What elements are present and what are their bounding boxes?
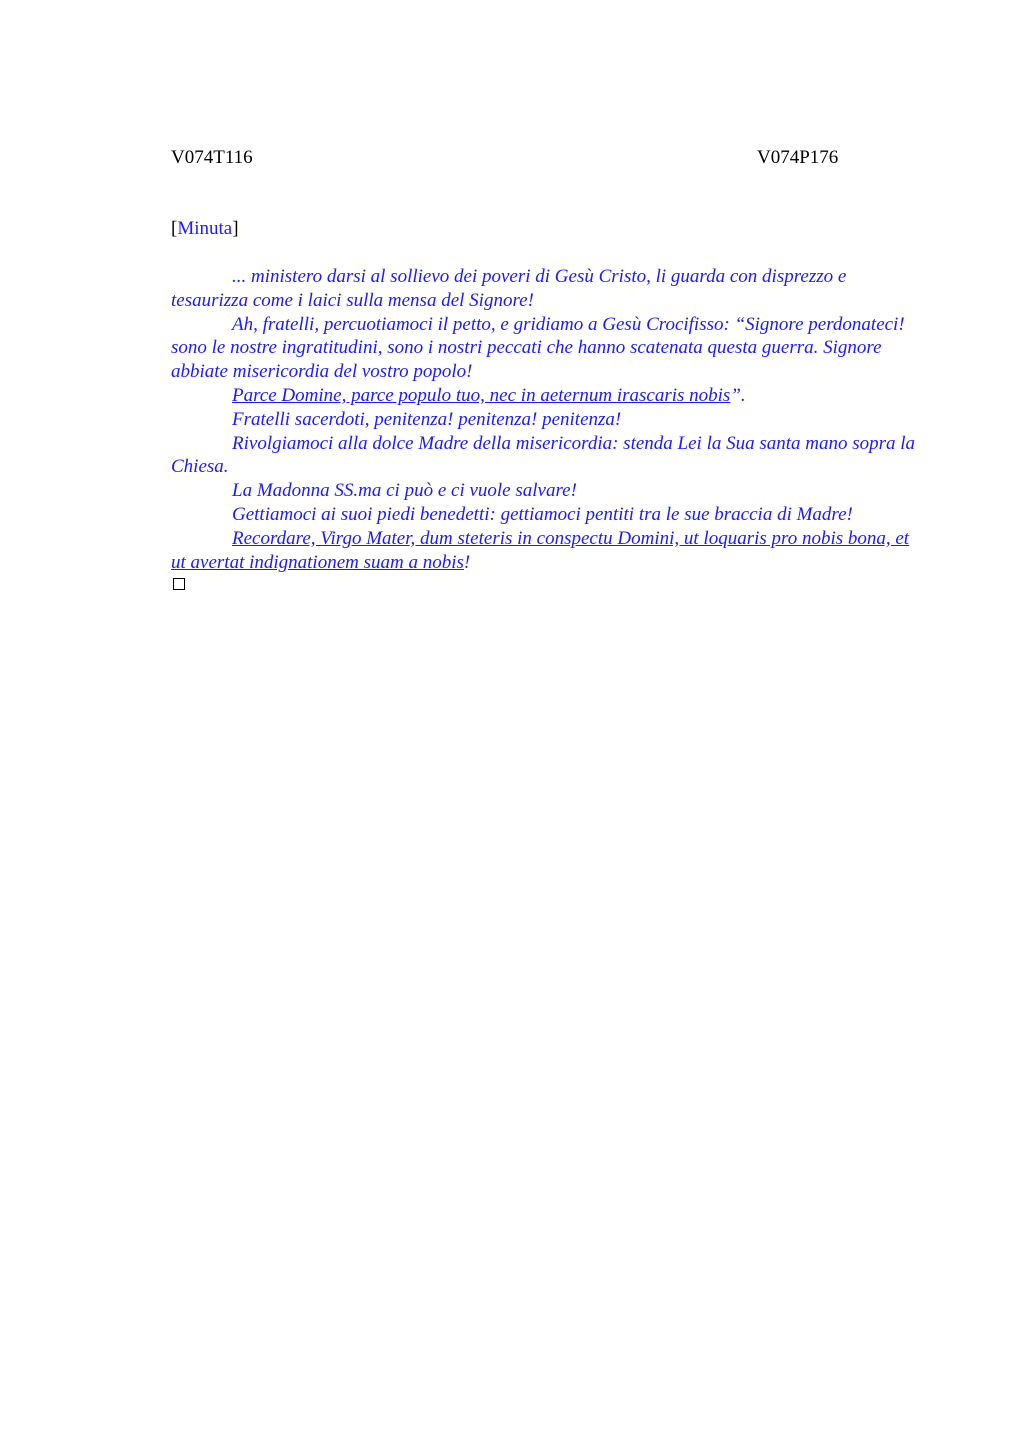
paragraph-3-tail: ”. [730,384,746,406]
paragraph-7: Gettiamoci ai suoi piedi benedetti: gettiamoci pentiti tra le sue braccia di Madre! [232,503,853,525]
latin-quote-2: Recordare, Virgo Mater, dum steteris in conspectu Domini, ut loquaris pro nobis bona, et ut avertat indignationem suam a nobis [171,527,910,573]
paragraph-8 [171,527,923,575]
paragraph-1: ... ministero darsi al sollievo dei poveri di Gesù Cristo, li guarda con disprezzo e tesaurizza come i laici sulla mensa del Signore! [171,266,847,311]
paragraph-3 [171,384,923,408]
latin-quote-1: Parce Domine, parce populo tuo, nec in aeternum irascaris nobis [232,384,731,406]
minuta-text: Minuta [177,218,233,239]
paragraph-8-tail: ! [463,551,471,573]
paragraph-6: La Madonna SS.ma ci può e ci vuole salvare! [232,480,577,502]
document-code-right: V074P176 [757,147,839,168]
paragraph-2: Ah, fratelli, percuotiamoci il petto, e gridiamo a Gesù Crocifisso: “Signore perdonateci! sono le nostre ingratitudini, sono i nostri peccati che hanno scatenata questa guerra. Signore abbiate misericordia del vostro popolo! [171,313,905,383]
letter-body [171,265,923,574]
document-code-left: V074T116 [171,147,253,168]
close-bracket: ] [232,218,239,239]
paragraph-4: Fratelli sacerdoti, penitenza! penitenza! penitenza! [232,408,622,430]
open-bracket: [ [171,218,178,239]
paragraph-5: Rivolgiamoci alla dolce Madre della misericordia: stenda Lei la Sua santa mano sopra la Chiesa. [171,432,916,478]
end-marker-box [173,578,185,590]
minuta-label [171,218,239,240]
